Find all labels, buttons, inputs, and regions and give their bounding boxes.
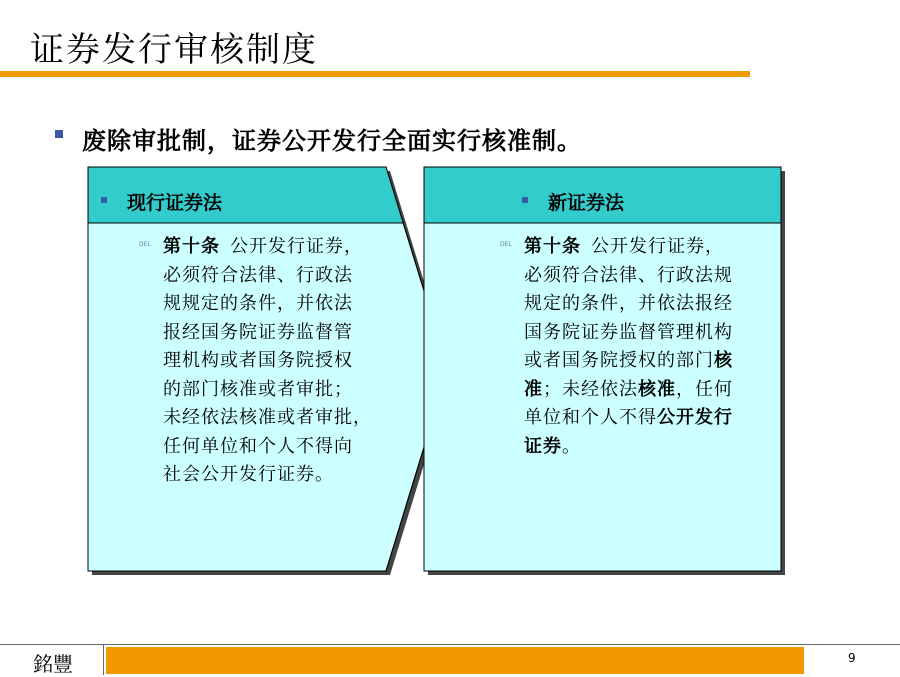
right-line-8 (524, 433, 733, 462)
left-panel-body-text (163, 233, 372, 490)
right-header-bullet (522, 197, 528, 203)
left-del-mark: DEL (139, 241, 151, 248)
left-line-9: 社会公开发行证券。 (163, 464, 334, 485)
right-line-8-text: 。 (562, 435, 581, 457)
left-line-1-text: 公开发行证券， (230, 236, 363, 257)
right-line-5 (524, 347, 733, 376)
right-line-6-bold-2: 核准 (638, 378, 676, 400)
right-line-4: 国务院证券监督管理机构 (524, 321, 733, 343)
left-line-4: 报经国务院证券监督管 (163, 321, 353, 343)
footer-separator (103, 645, 104, 675)
page-number: 9 (848, 651, 856, 665)
left-line-8: 任何单位和个人不得向 (163, 435, 353, 457)
left-line-7: 未经依法核准或者审批， (163, 407, 372, 428)
left-panel-header: 现行证券法 (127, 192, 223, 214)
footer-logo: 銘豐 (33, 652, 73, 676)
footer-accent-bar (106, 647, 804, 674)
left-header-bullet (101, 197, 107, 203)
right-line-6-text: ；未经依法 (543, 378, 638, 400)
right-line-6-bold: 准 (524, 378, 543, 400)
right-line-7-bold: 公开发行 (657, 407, 733, 428)
footer-divider (0, 644, 900, 645)
right-article-number: 第十条 (524, 236, 581, 257)
left-line-3: 规规定的条件，并依法 (163, 293, 353, 314)
right-line-6 (524, 376, 733, 405)
right-line-7 (524, 404, 733, 433)
right-line-1 (524, 233, 733, 262)
left-line-6: 的部门核准或者审批； (163, 378, 353, 400)
right-line-8-bold: 证券 (524, 435, 562, 457)
left-line-1 (163, 233, 372, 262)
right-line-7-text: 单位和个人不得 (524, 407, 657, 428)
right-line-5-text: 或者国务院授权的部门 (524, 350, 714, 371)
headline: 废除审批制，证券公开发行全面实行核准制。 (82, 127, 582, 155)
right-line-6-text-2: ，任何 (676, 378, 733, 400)
right-panel-body-text (524, 233, 733, 461)
page-title: 证券发行审核制度 (30, 30, 318, 70)
right-panel-header: 新证券法 (548, 192, 625, 214)
right-line-3: 规定的条件，并依法报经 (524, 293, 733, 314)
right-del-mark: DEL (500, 241, 512, 248)
left-line-5: 理机构或者国务院授权 (163, 350, 353, 371)
left-article-number: 第十条 (163, 236, 220, 257)
left-line-2: 必须符合法律、行政法 (163, 264, 353, 286)
right-line-5-bold: 核 (714, 350, 733, 371)
right-line-2: 必须符合法律、行政法规 (524, 264, 733, 286)
right-line-1-text: 公开发行证券， (591, 236, 724, 257)
